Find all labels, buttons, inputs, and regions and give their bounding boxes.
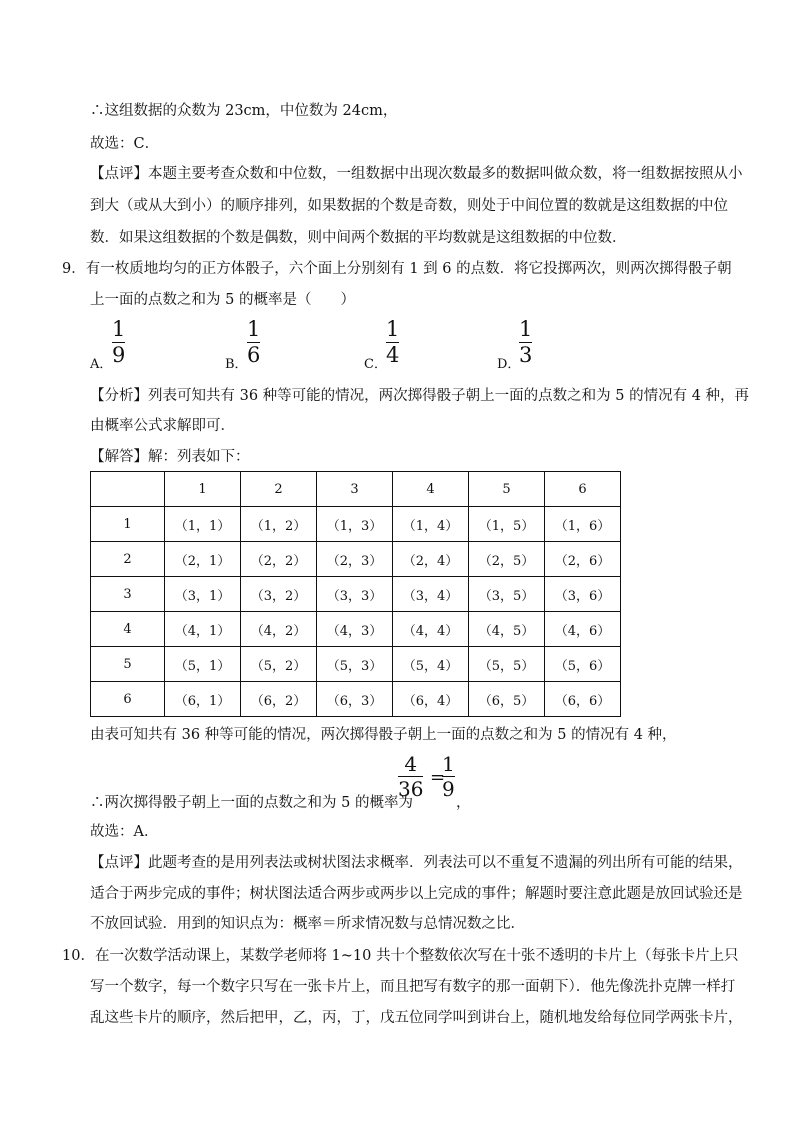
analysis-line-2: 由概率公式求解即可． [90,418,235,434]
table-cell: （6，6） [545,682,621,717]
solution-heading: 【解答】解：列表如下： [90,449,250,465]
table-row [91,682,621,717]
fraction-4-36 [398,753,423,800]
fraction-numerator: 1 [247,317,261,341]
option-fraction [519,318,532,367]
option-fraction [386,318,399,367]
table-cell: （5，4） [393,647,469,682]
fraction-numerator: 1 [386,317,400,341]
fraction-numerator: 1 [519,317,533,341]
table-row-header: 2 [91,542,165,577]
fraction-denominator: 9 [442,777,455,801]
table-header-cell: 5 [469,472,545,507]
table-cell: （1，6） [545,507,621,542]
table-cell: （6，2） [241,682,317,717]
table-cell: （1，5） [469,507,545,542]
table-row-header: 6 [91,682,165,717]
equals-sign: = [430,767,446,788]
table-cell: （4，3） [317,612,393,647]
dice-outcome-table [90,471,621,717]
table-cell: （2，5） [469,542,545,577]
table-cell: （1，2） [241,507,317,542]
option-label: A． [90,357,113,372]
fraction-denominator: 36 [398,777,424,801]
probability-text: ∴两次掷得骰子朝上一面的点数之和为 5 的概率为 [90,795,413,811]
question-10-line-2: 写一个数字，每一个数字只写在一张卡片上，而且把写有数字的那一面朝下）．他先像洗扑克牌一样打 [90,979,736,995]
review-line-2: 适合于两步完成的事件；树状图法适合两步或两步以上完成的事件；解题时要注意此题是放回试验还是 [90,886,743,902]
table-header-cell: 4 [393,472,469,507]
table-row [91,647,621,682]
table-cell: （2，4） [393,542,469,577]
option-label: D． [497,357,521,372]
line-answer-a: 故选：A． [90,824,159,840]
table-row [91,577,621,612]
table-row-header: 3 [91,577,165,612]
line-answer-c: 故选：C． [90,136,160,152]
review-line-3: 不放回试验．用到的知识点为：概率＝所求情况数与总情况数之比． [90,916,525,932]
table-header-cell: 3 [317,472,393,507]
table-cell: （2，1） [165,542,241,577]
option-label: C． [364,357,387,372]
fraction-numerator: 1 [442,752,455,776]
option-label: B． [225,357,248,372]
table-header-cell: 1 [165,472,241,507]
table-row [91,542,621,577]
question-10-line-1: 10．在一次数学活动课上，某数学老师将 1~10 共十个整数依次写在十张不透明的卡片上（每张卡片上只 [62,948,739,964]
table-cell: （5，6） [545,647,621,682]
table-row-header: 1 [91,507,165,542]
table-cell: （3，5） [469,577,545,612]
table-cell: （4，6） [545,612,621,647]
table-cell: （4，2） [241,612,317,647]
table-conclusion: 由表可知共有 36 种等可能的情况，两次掷得骰子朝上一面的点数之和为 5 的情况有 4 种， [90,727,677,743]
table-row-header: 5 [91,647,165,682]
table-cell: （4，5） [469,612,545,647]
table-cell: （6，1） [165,682,241,717]
fraction-numerator: 1 [112,317,126,341]
table-row-header: 4 [91,612,165,647]
comment-line-3: 数．如果这组数据的个数是偶数，则中间两个数据的平均数就是这组数据的中位数． [90,230,627,246]
table-cell: （3，4） [393,577,469,612]
table-header-cell: 6 [545,472,621,507]
option-fraction [247,318,260,367]
table-cell: （2，6） [545,542,621,577]
question-9-line-1: 9．有一枚质地均匀的正方体骰子，六个面上分别刻有 1 到 6 的点数．将它投掷两次，则两次掷得骰子朝 [62,261,732,277]
table-cell: （5，3） [317,647,393,682]
table-cell: （1，3） [317,507,393,542]
table-cell: （3，1） [165,577,241,612]
table-cell: （4，1） [165,612,241,647]
table-cell: （5，1） [165,647,241,682]
fraction-denominator: 3 [519,343,533,367]
table-cell: （1，1） [165,507,241,542]
table-cell: （2，3） [317,542,393,577]
table-header-row [91,472,621,507]
table-cell: （6，5） [469,682,545,717]
question-10-line-3: 乱这些卡片的顺序，然后把甲，乙，丙，丁，戊五位同学叫到讲台上，随机地发给每位同学两张卡片， [90,1010,743,1026]
fraction-denominator: 9 [112,343,126,367]
fraction-1-9 [442,753,455,800]
table-header-cell [91,472,165,507]
table-cell: （6，4） [393,682,469,717]
table-cell: （4，4） [393,612,469,647]
fraction-denominator: 6 [247,343,261,367]
comma: ， [456,795,471,811]
table-cell: （3，3） [317,577,393,612]
comment-line-2: 到大（或从大到小）的顺序排列，如果数据的个数是奇数，则处于中间位置的数就是这组数据的中位 [90,198,728,214]
comment-line-1: 【点评】本题主要考查众数和中位数，一组数据中出现次数最多的数据叫做众数，将一组数据按照从小 [90,166,743,182]
table-header-cell: 2 [241,472,317,507]
table-cell: （5，2） [241,647,317,682]
line-mode-median: ∴这组数据的众数为 23cm，中位数为 24cm， [90,103,398,119]
table-cell: （3，6） [545,577,621,612]
fraction-numerator: 4 [404,752,418,776]
table-cell: （3，2） [241,577,317,612]
option-fraction [112,318,125,367]
table-cell: （5，5） [469,647,545,682]
probability-line [90,753,690,813]
table-row [91,507,621,542]
question-9-line-2: 上一面的点数之和为 5 的概率是（ ） [90,292,355,308]
table-cell: （1，4） [393,507,469,542]
table-row [91,612,621,647]
fraction-denominator: 4 [386,343,400,367]
analysis-line-1: 【分析】列表可知共有 36 种等可能的情况，两次掷得骰子朝上一面的点数之和为 5 的情况有 4 种，再 [90,388,750,404]
table-cell: （6，3） [317,682,393,717]
review-line-1: 【点评】此题考查的是用列表法或树状图法求概率．列表法可以不重复不遗漏的列出所有可能的结果， [90,855,743,871]
table-cell: （2，2） [241,542,317,577]
